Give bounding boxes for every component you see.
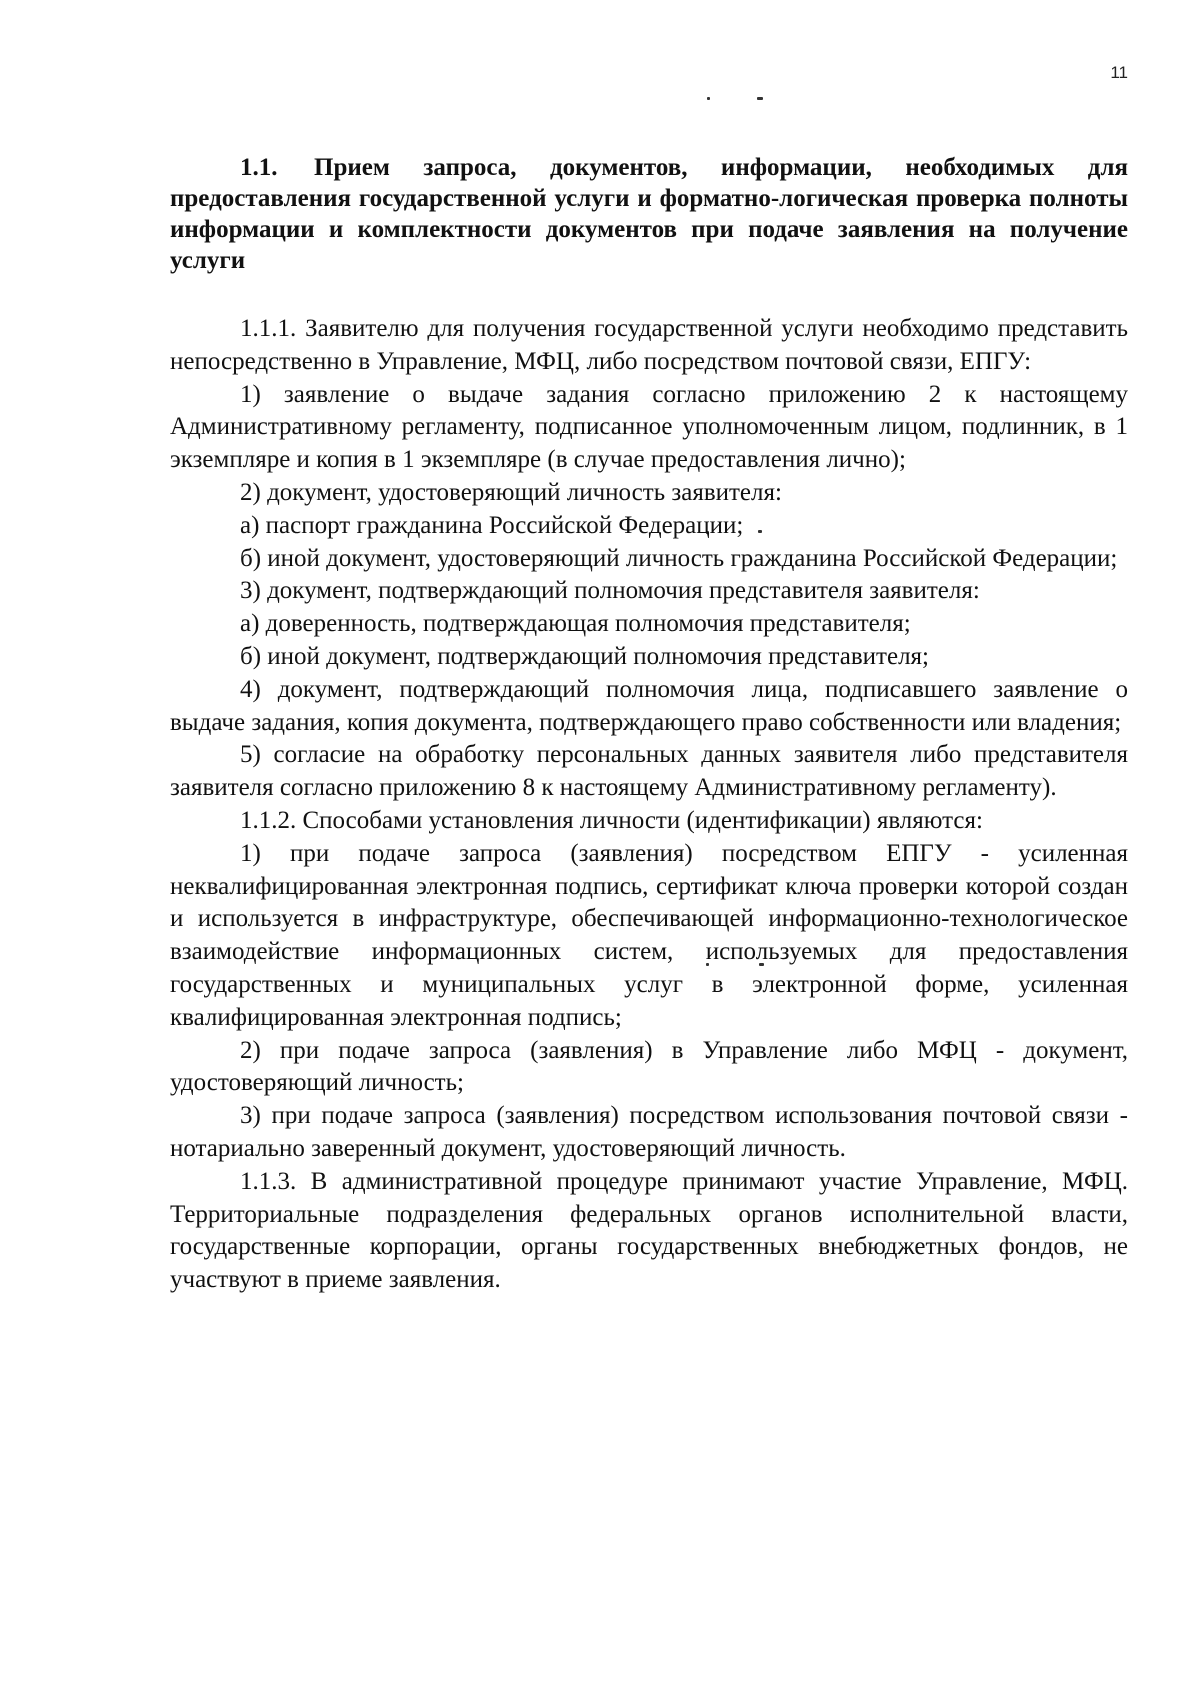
paragraph: а) доверенность, подтверждающая полномочия представителя; [240,610,911,638]
paragraph: 3) при подаче запроса (заявления) посредством использования почтовой связи - нотариально заверенный документ, удостоверяющий личность. [170,1102,1128,1162]
page-number: 11 [1110,63,1128,82]
scan-speck [757,97,763,100]
paragraph: 1) заявление о выдаче задания согласно приложению 2 к настоящему Административному регламенту, подписанное уполномоченным лицом, подлинник, в 1 экземпляре и копия в 1 экземпляре (в случае предоставления лично); [170,380,1128,474]
paragraph: б) иной документ, удостоверяющий личность гражданина Российской Федерации; [240,544,1118,572]
section-heading [170,152,1128,276]
paragraph: 2) при подаче запроса (заявления) в Управление либо МФЦ - документ, удостоверяющий личность; [170,1036,1128,1097]
paragraph: б) иной документ, подтверждающий полномочия представителя; [240,642,930,670]
paragraph: 2) документ, удостоверяющий личность заявителя: [240,478,782,506]
scan-speck [707,97,710,100]
paragraph: 1.1.2. Способами установления личности (идентификации) являются: [240,806,983,834]
paragraph: 4) документ, подтверждающий полномочия лица, подписавшего заявление о выдаче задания, копия документа, подтверждающего право собственности или владения; [170,675,1128,736]
section-number: 1.1. [240,154,278,181]
document-body [170,152,1128,1297]
paragraph: а) паспорт гражданина Российской Федерации; [240,511,744,539]
paragraph: 3) документ, подтверждающий полномочия представителя заявителя: [240,577,980,605]
paragraph: 5) согласие на обработку персональных данных заявителя либо представителя заявителя согласно приложению 8 к настоящему Административному регламенту). [170,741,1128,802]
paragraph: 1.1.3. В административной процедуре принимают участие Управление, МФЦ. Территориальные подразделения федеральных органов исполнительной власти, государственные корпорации, органы государственных внебюджетных фондов, не участвуют в приеме заявления. [170,1167,1128,1294]
paragraph: 1.1.1. Заявителю для получения государственной услуги необходимо представить непосредственно в Управление, МФЦ, либо посредством почтовой связи, ЕПГУ: [170,315,1128,375]
paragraph: 1) при подаче запроса (заявления) посредством ЕПГУ - усиленная неквалифицированная электронная подпись, сертификат ключа проверки которой создан и используется в инфраструктуре, обеспечивающей информационно-технологическое взаимодействие информационных систем, используемых для предоставления государственных и муниципальных услуг в электронной форме, усиленная квалифицированная электронная подпись; [170,839,1128,1031]
section-title: Прием запроса, документов, информации, необходимых для предоставления государственной услуги и форматно-логическая проверка полноты информации и комплектности документов при подаче заявления на получение услуги [170,154,1128,274]
